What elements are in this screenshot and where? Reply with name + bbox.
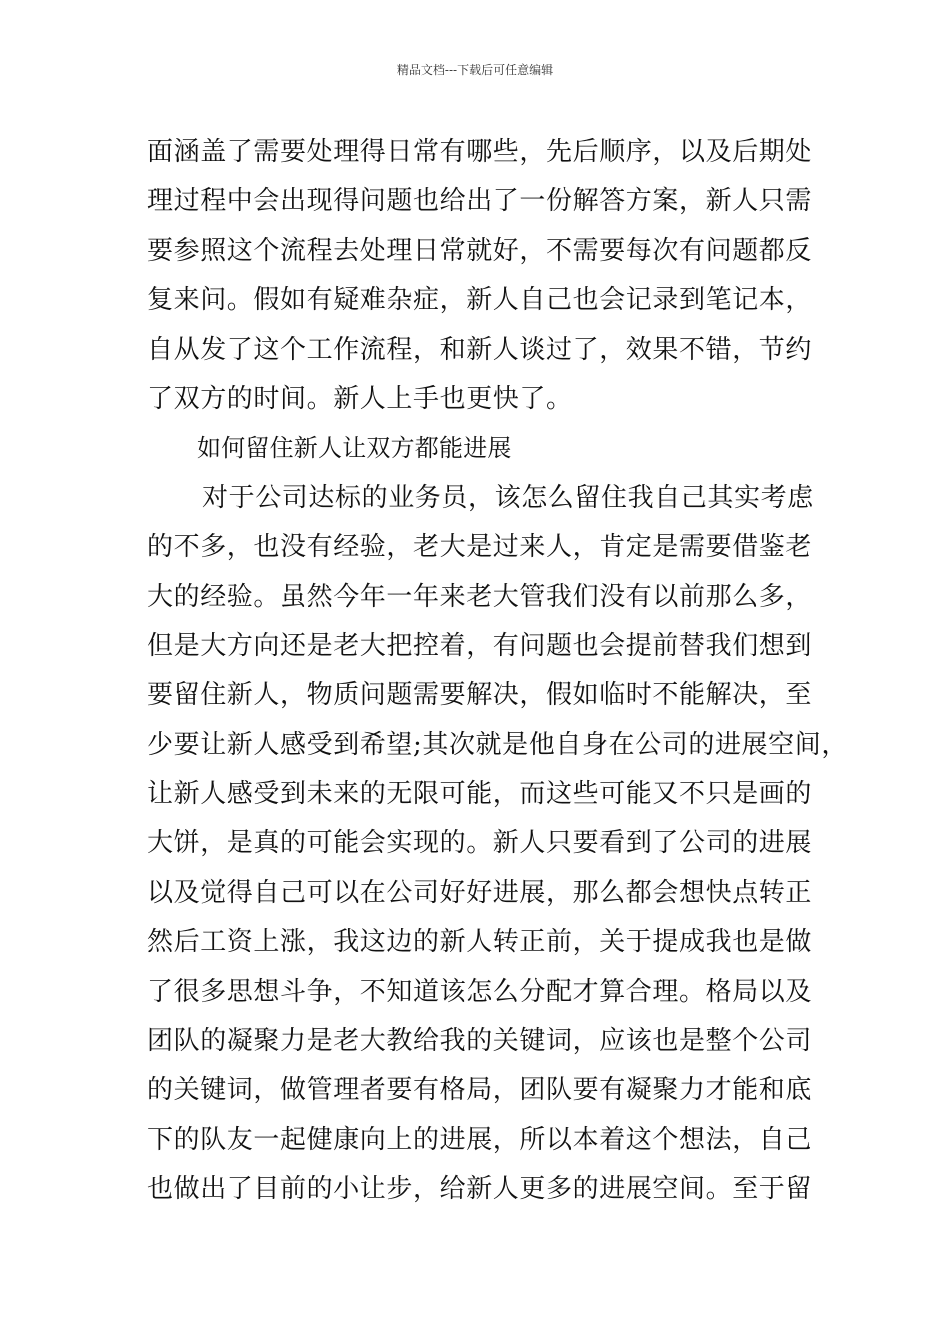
text-line: 但是大方向还是老大把控着，有问题也会提前替我们想到	[147, 630, 813, 661]
text-line: 了双方的时间。新人上手也更快了。	[147, 383, 573, 414]
text-line: 大的经验。虽然今年一年来老大管我们没有以前那么多，	[147, 581, 813, 612]
text-line: 对于公司达标的业务员，该怎么留住我自己其实考虑	[202, 482, 814, 513]
page-header: 精品文档---下载后可任意编辑	[396, 63, 554, 77]
document-body	[147, 128, 848, 1215]
text-line: 要留住新人，物质问题需要解决，假如临时不能解决，至	[147, 680, 813, 711]
text-line: 的关键词，做管理者要有格局，团队要有凝聚力才能和底	[147, 1075, 813, 1106]
text-line: 少要让新人感受到希望;其次就是他自身在公司的进展空间，	[147, 729, 848, 760]
text-line: 大饼，是真的可能会实现的。新人只要看到了公司的进展	[147, 828, 813, 859]
text-line: 也做出了目前的小让步，给新人更多的进展空间。至于留	[147, 1174, 813, 1205]
text-line: 复来问。假如有疑难杂症，新人自己也会记录到笔记本，	[147, 285, 813, 316]
text-line: 面涵盖了需要处理得日常有哪些，先后顺序，以及后期处	[147, 137, 813, 167]
text-line: 然后工资上涨，我这边的新人转正前，关于提成我也是做	[147, 927, 813, 958]
text-line: 自从发了这个工作流程，和新人谈过了，效果不错，节约	[147, 334, 813, 365]
text-line: 要参照这个流程去处理日常就好，不需要每次有问题都反	[147, 235, 813, 266]
text-line: 理过程中会出现得问题也给出了一份解答方案，新人只需	[147, 186, 813, 217]
text-line: 了很多思想斗争，不知道该怎么分配才算合理。格局以及	[147, 976, 813, 1007]
text-line: 下的队友一起健康向上的进展，所以本着这个想法，自己	[147, 1124, 813, 1155]
text-line: 以及觉得自己可以在公司好好进展，那么都会想快点转正	[147, 877, 813, 908]
text-line: 让新人感受到未来的无限可能，而这些可能又不只是画的	[147, 779, 813, 810]
text-line: 的不多，也没有经验，老大是过来人，肯定是需要借鉴老	[147, 532, 813, 563]
text-line: 团队的凝聚力是老大教给我的关键词，应该也是整个公司	[147, 1026, 813, 1057]
section-heading: 如何留住新人让双方都能进展	[197, 434, 512, 463]
